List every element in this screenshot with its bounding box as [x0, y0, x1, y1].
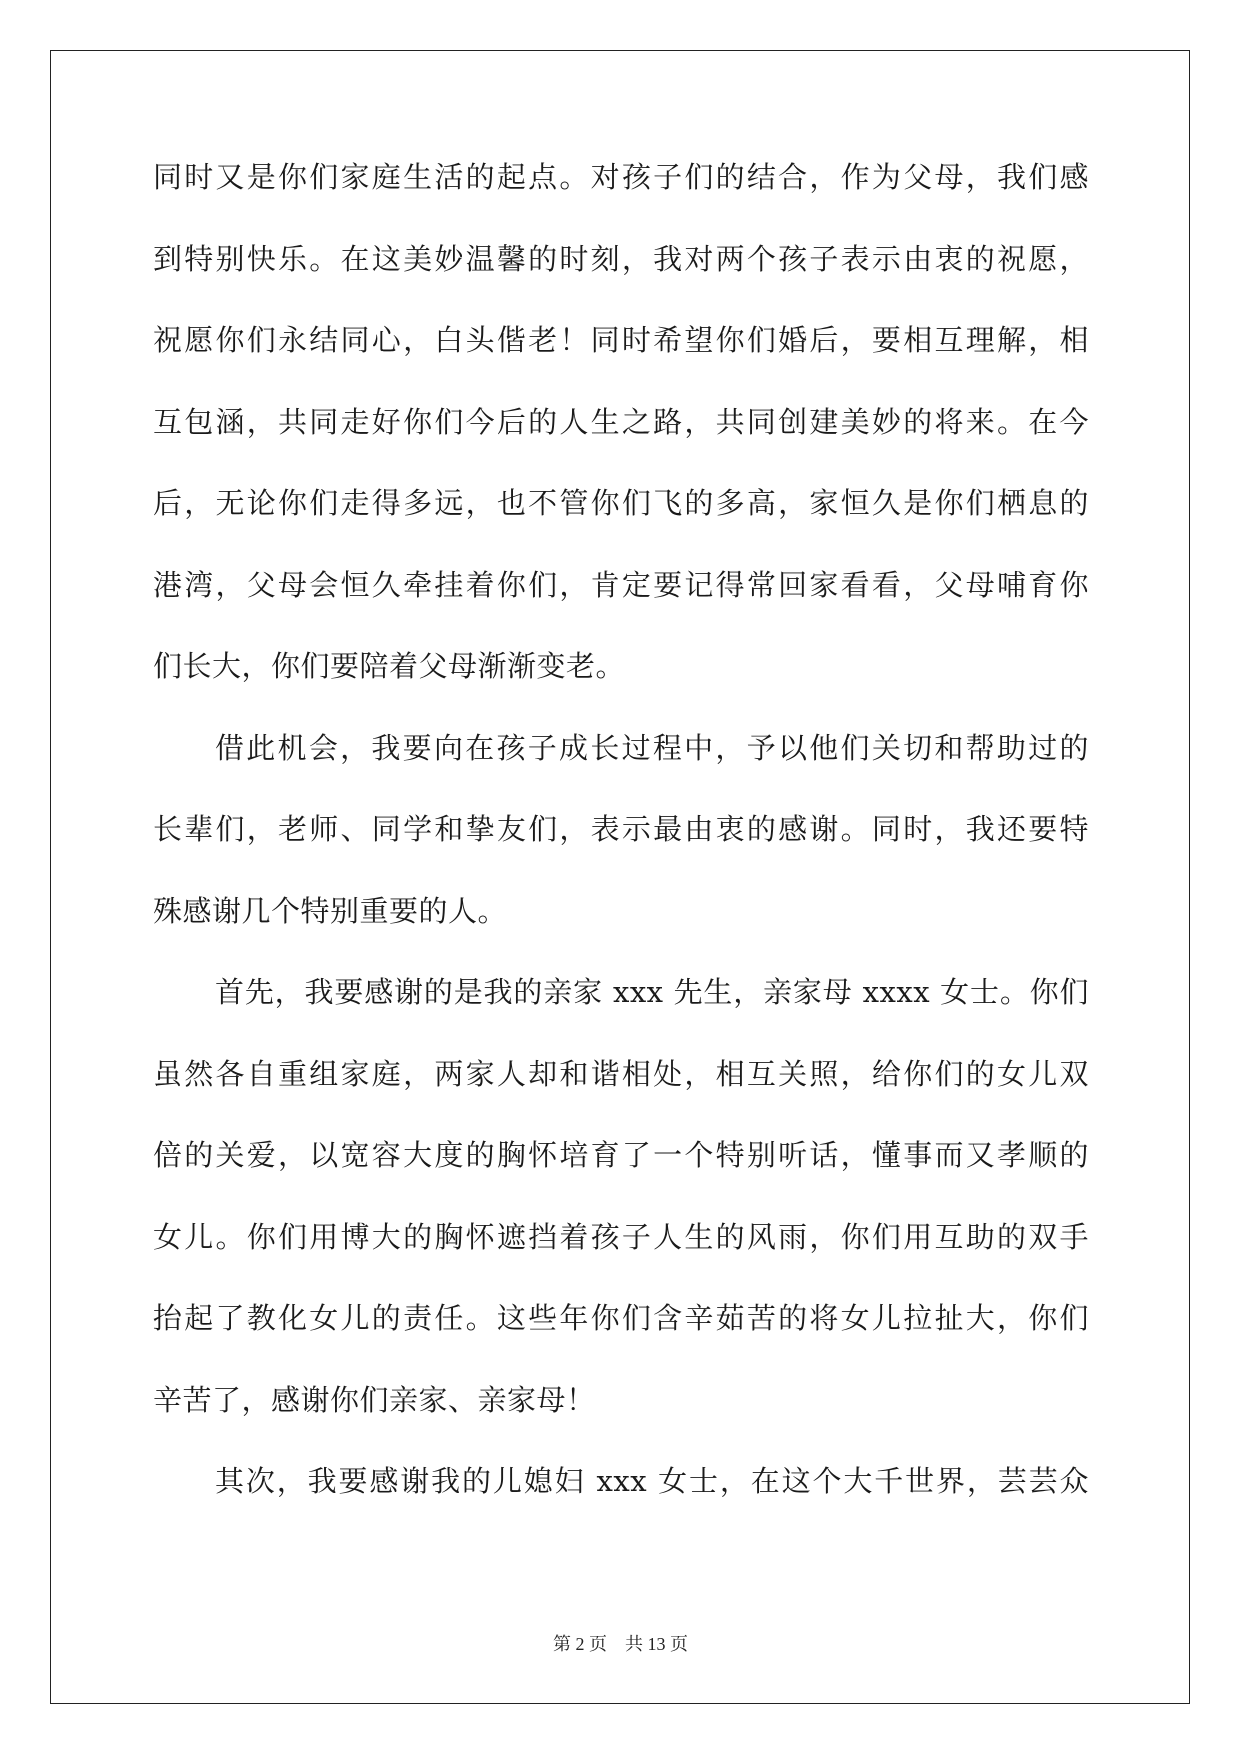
- text-line: 女儿。你们用博大的胸怀遮挡着孩子人生的风雨，你们用互助的双手: [153, 1219, 1089, 1254]
- page-number: 第 2 页: [553, 1634, 607, 1654]
- text-line: 倍的关爱，以宽容大度的胸怀培育了一个特别听话，懂事而又孝顺的: [153, 1138, 1089, 1172]
- text-line: 辛苦了，感谢你们亲家、亲家母！: [153, 1382, 596, 1417]
- text-line: 虽然各自重组家庭，两家人却和谐相处，相互关照，给你们的女儿双: [153, 1056, 1089, 1091]
- text-line: 到特别快乐。在这美妙温馨的时刻，我对两个孩子表示由衷的祝愿，: [153, 241, 1089, 276]
- text-line: 长辈们，老师、同学和挚友们，表示最由衷的感谢。同时，我还要特: [153, 812, 1089, 846]
- text-line: 抬起了教化女儿的责任。这些年你们含辛茹苦的将女儿拉扯大，你们: [153, 1301, 1089, 1335]
- page-footer: [0, 1630, 1241, 1656]
- text-line: 同时又是你们家庭生活的起点。对孩子们的结合，作为父母，我们感: [153, 160, 1089, 194]
- document-body: [153, 162, 1089, 1548]
- text-line: 殊感谢几个特别重要的人。: [153, 893, 508, 928]
- text-line: 互包涵，共同走好你们今后的人生之路，共同创建美妙的将来。在今: [153, 404, 1089, 439]
- text-line: 港湾，父母会恒久牵挂着你们，肯定要记得常回家看看，父母哺育你: [153, 567, 1089, 602]
- text-line: 其次，我要感谢我的儿媳妇 xxx 女士，在这个大千世界，芸芸众: [215, 1464, 1089, 1498]
- text-line: 首先，我要感谢的是我的亲家 xxx 先生，亲家母 xxxx 女士。你们: [215, 975, 1089, 1009]
- page-total: 共 13 页: [625, 1634, 688, 1654]
- text-line: 们长大，你们要陪着父母渐渐变老。: [153, 649, 626, 683]
- text-line: 借此机会，我要向在孩子成长过程中，予以他们关切和帮助过的: [215, 730, 1089, 765]
- text-line: 祝愿你们永结同心，白头偕老！同时希望你们婚后，要相互理解，相: [153, 323, 1089, 357]
- text-line: 后，无论你们走得多远，也不管你们飞的多高，家恒久是你们栖息的: [153, 486, 1089, 520]
